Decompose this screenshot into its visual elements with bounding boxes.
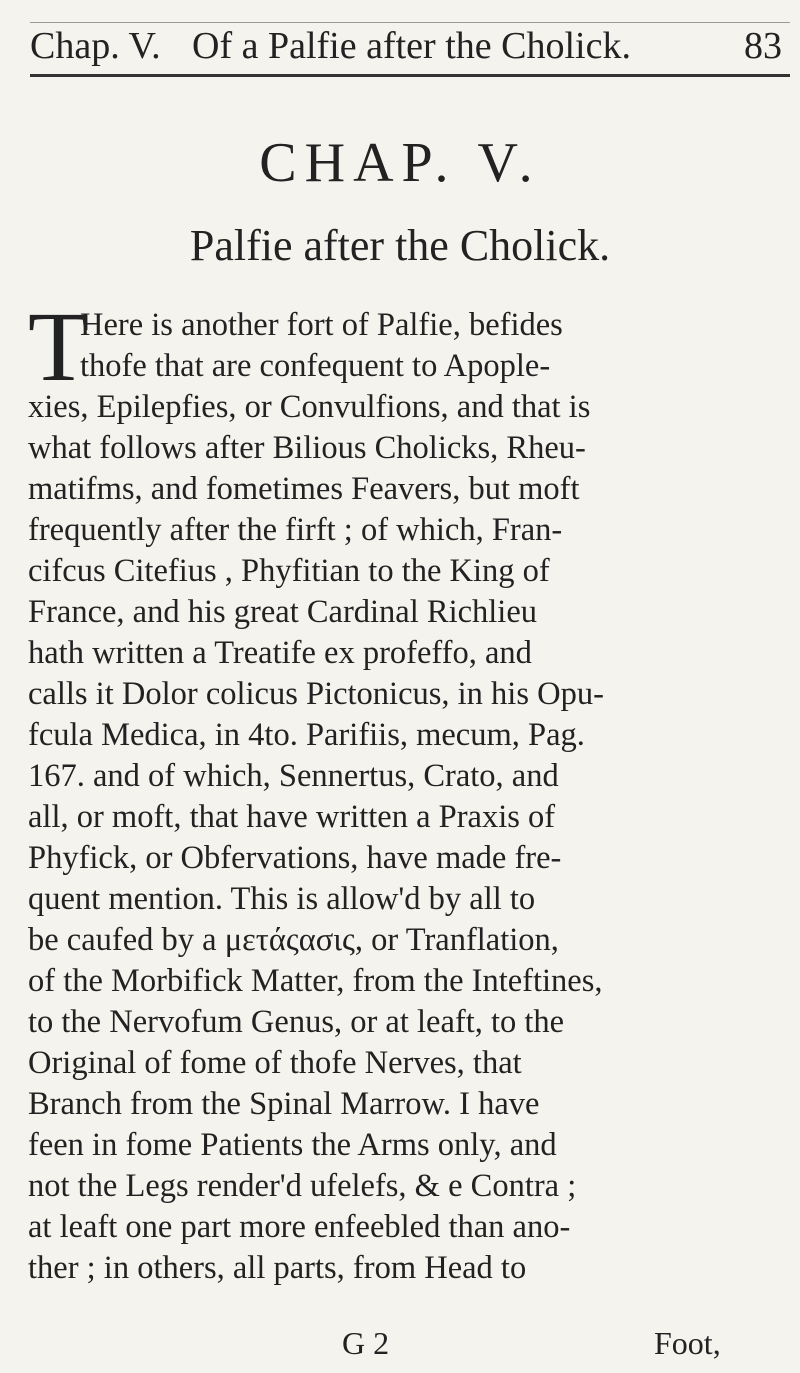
drop-cap: T bbox=[28, 302, 90, 392]
signature-mark: G 2 bbox=[342, 1325, 390, 1361]
text-line: feen in fome Patients the Arms only, and bbox=[28, 1127, 557, 1163]
chapter-heading: CHAP. V. bbox=[259, 132, 541, 194]
body-text bbox=[28, 0, 788, 1373]
text-line: not the Legs render'd ufelefs, & e Contra ; bbox=[28, 1168, 577, 1204]
text-line: matifms, and fometimes Feavers, but moft bbox=[28, 471, 580, 507]
text-line: what follows after Bilious Cholicks, Rheu- bbox=[28, 430, 586, 466]
text-line: at leaft one part more enfeebled than ano- bbox=[28, 1209, 571, 1245]
text-line: frequently after the firft ; of which, Fran- bbox=[28, 512, 563, 548]
text-line: cifcus Citefius , Phyfitian to the King of bbox=[28, 553, 550, 589]
running-head-title: Of a Palfie after the Cholick. bbox=[192, 25, 631, 67]
text-line: thofe that are confequent to Apople- bbox=[80, 348, 551, 384]
text-line: 167. and of which, Sennertus, Crato, and bbox=[28, 758, 559, 794]
text-line: of the Morbifick Matter, from the Inteftines, bbox=[28, 963, 603, 999]
text-line: France, and his great Cardinal Richlieu bbox=[28, 594, 538, 630]
text-line: Branch from the Spinal Marrow. I have bbox=[28, 1086, 540, 1122]
text-line: hath written a Treatife ex profeffo, and bbox=[28, 635, 532, 671]
text-line: ther ; in others, all parts, from Head to bbox=[28, 1250, 527, 1286]
text-line: Here is another fort of Palfie, befides bbox=[80, 307, 563, 343]
text-line: to the Nervofum Genus, or at leaft, to the bbox=[28, 1004, 565, 1040]
text-line: Original of fome of thofe Nerves, that bbox=[28, 1045, 522, 1081]
chapter-subtitle: Palfie after the Cholick. bbox=[189, 221, 611, 270]
text-line: Phyfick, or Obfervations, have made fre- bbox=[28, 840, 562, 876]
catchword: Foot, bbox=[654, 1325, 721, 1361]
text-line: calls it Dolor colicus Pictonicus, in his Opu- bbox=[28, 676, 604, 712]
text-line: all, or moft, that have written a Praxis of bbox=[28, 799, 556, 835]
text-line: quent mention. This is allow'd by all to bbox=[28, 881, 536, 917]
text-line: be caufed by a μετάςασις, or Tranflation, bbox=[28, 922, 559, 958]
page-number: 83 bbox=[744, 25, 782, 67]
page-footer bbox=[0, 1320, 800, 1366]
running-head-chapter: Chap. V. bbox=[30, 25, 161, 67]
text-line: xies, Epilepfies, or Convulfions, and that is bbox=[28, 389, 591, 425]
text-line: fcula Medica, in 4to. Parifiis, mecum, Pag. bbox=[28, 717, 585, 753]
